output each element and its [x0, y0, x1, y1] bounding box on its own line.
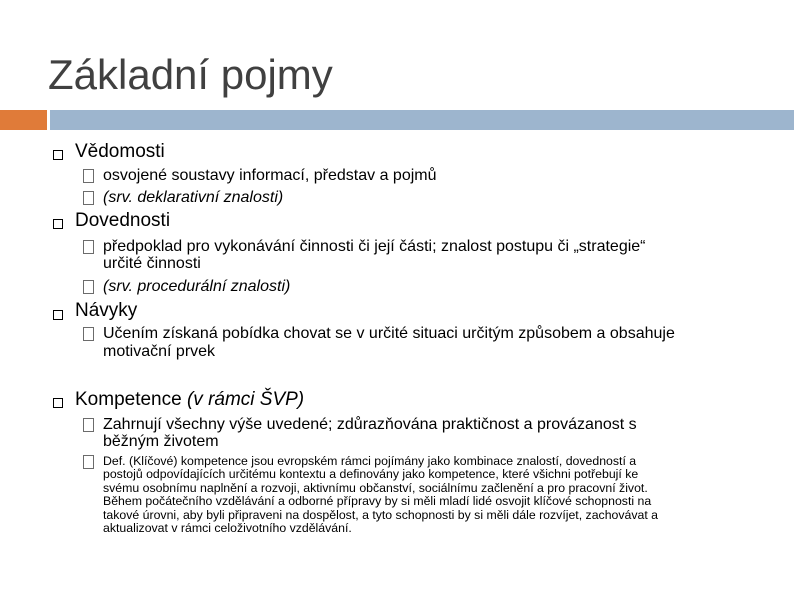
- missing-glyph-bullet-icon: [83, 418, 94, 432]
- square-bullet-icon: [53, 150, 63, 160]
- definition-line: aktualizovat v rámci celoživotního vzdělávání.: [103, 521, 352, 536]
- title-band-orange: [0, 110, 47, 130]
- missing-glyph-bullet-icon: [83, 191, 94, 205]
- kompetence-heading-suffix: (v rámci ŠVP): [181, 389, 305, 410]
- slide-title: Základní pojmy: [48, 51, 333, 98]
- title-band-blue: [50, 110, 794, 130]
- square-bullet-icon: [53, 219, 63, 229]
- vedomosti-item-2: (srv. deklarativní znalosti): [103, 189, 284, 206]
- heading-dovednosti: Dovednosti: [75, 210, 171, 231]
- kompetence-item-1-line-2: běžným životem: [103, 433, 219, 450]
- missing-glyph-bullet-icon: [83, 327, 94, 341]
- kompetence-definition: [103, 455, 753, 535]
- missing-glyph-bullet-icon: [83, 455, 94, 469]
- square-bullet-icon: [53, 310, 63, 320]
- definition-line: takové úrovni, aby byli připraveni na dospělost, a tyto schopnosti by si měli dále rozvíjet, zachovávat a: [103, 507, 659, 522]
- missing-glyph-bullet-icon: [83, 240, 94, 254]
- dovednosti-item-1-line-1: předpoklad pro vykonávání činnosti či její části; znalost postupu či „strategie“: [103, 238, 646, 255]
- definition-line: svému osobnímu naplnění a rozvoji, aktivnímu občanství, sociálnímu začlenění a pro pracovní život.: [103, 480, 648, 495]
- square-bullet-icon: [53, 398, 63, 408]
- missing-glyph-bullet-icon: [83, 280, 94, 294]
- kompetence-heading-text: Kompetence: [75, 389, 182, 410]
- vedomosti-item-1: osvojené soustavy informací, představ a pojmů: [103, 167, 437, 184]
- missing-glyph-bullet-icon: [83, 169, 94, 183]
- navyky-item-1-line-1: Učením získaná pobídka chovat se v určité situaci určitým způsobem a obsahuje: [103, 325, 675, 342]
- heading-navyky: Návyky: [75, 300, 138, 321]
- dovednosti-item-1-line-2: určité činnosti: [103, 255, 201, 272]
- dovednosti-item-2: (srv. procedurální znalosti): [103, 278, 291, 295]
- definition-line: Během počátečního vzdělávání a odborné přípravy by si měli mladí lidé osvojit klíčové schopnosti na: [103, 494, 652, 509]
- definition-line: postojů odpovídajících určitému kontextu a definovány jako kompetence, které všichni potřebují ke: [103, 467, 639, 482]
- heading-kompetence: [75, 389, 304, 411]
- definition-line: Def. (Klíčové) kompetence jsou evropském rámci pojímány jako kombinace znalostí, dovedností a: [103, 454, 637, 468]
- heading-vedomosti: Vědomosti: [75, 141, 165, 162]
- navyky-item-1-line-2: motivační prvek: [103, 343, 216, 360]
- kompetence-item-1-line-1: Zahrnují všechny výše uvedené; zdůrazňována praktičnost a provázanost s: [103, 416, 637, 433]
